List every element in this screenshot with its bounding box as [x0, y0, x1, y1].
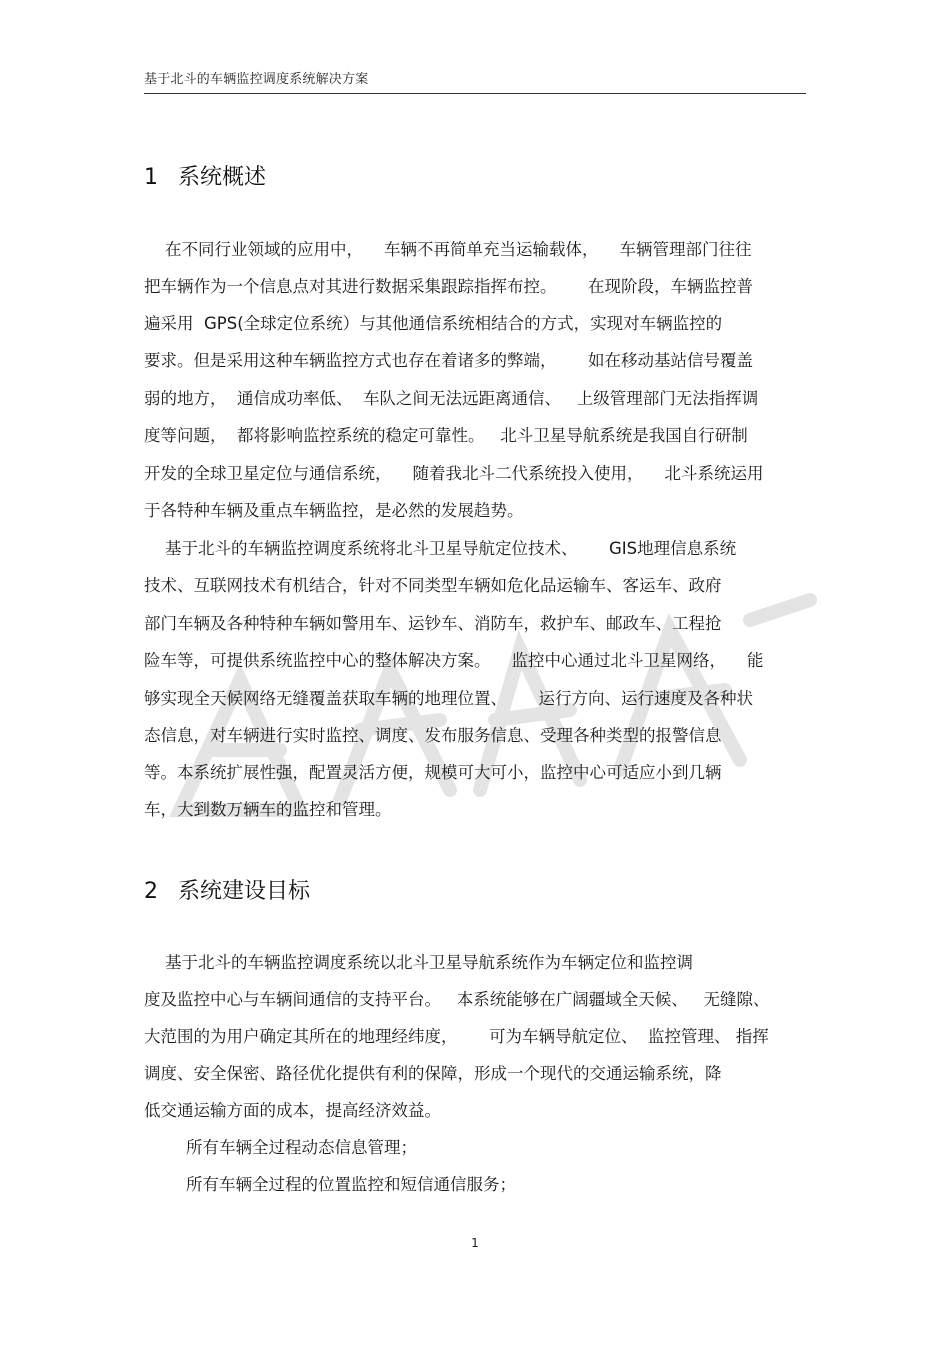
header-rule [144, 93, 806, 94]
paragraph-line: 度等问题， 都将影响监控系统的稳定可靠性。 北斗卫星导航系统是我国自行研制 [144, 426, 748, 445]
paragraph-line: 开发的全球卫星定位与通信系统， 随着我北斗二代系统投入使用， 北斗系统运用 [144, 464, 764, 483]
paragraph-line: 技术、互联网技术有机结合，针对不同类型车辆如危化品运输车、客运车、政府 [144, 576, 722, 595]
paragraph-line: 车，大到数万辆车的监控和管理。 [144, 800, 392, 819]
section-title: 系统建设目标 [178, 879, 311, 904]
paragraph-line: 弱的地方， 通信成功率低、 车队之间无法远距离通信、 上级管理部门无法指挥调 [144, 389, 759, 408]
paragraph-line: 低交通运输方面的成本，提高经济效益。 [144, 1101, 441, 1120]
section-heading-2 [144, 874, 310, 905]
section-number: 1 [144, 165, 158, 190]
paragraph-line: 要求。但是采用这种车辆监控方式也存在着诸多的弊端， 如在移动基站信号覆盖 [144, 351, 753, 370]
paragraph-line: 遍采用 GPS(全球定位系统）与其他通信系统相结合的方式，实现对车辆监控的 [144, 314, 723, 333]
paragraph-line: 基于北斗的车辆监控调度系统以北斗卫星导航系统作为车辆定位和监控调 [144, 953, 693, 972]
section-number: 2 [144, 879, 158, 904]
paragraph-line: 在不同行业领域的应用中， 车辆不再简单充当运输载体， 车辆管理部门往往 [144, 240, 752, 259]
paragraph-line: 基于北斗的车辆监控调度系统将北斗卫星导航定位技术、 GIS地理信息系统 [144, 539, 737, 558]
section-title: 系统概述 [178, 165, 267, 190]
paragraph-line: 够实现全天候网络无缝覆盖获取车辆的地理位置、 运行方向、运行速度及各种状 [144, 689, 753, 708]
page-number: 1 [471, 1236, 479, 1250]
section-heading-1 [144, 160, 266, 191]
paragraph-line: 部门车辆及各种特种车辆如警用车、运钞车、消防车，救护车、邮政车、工程抢 [144, 614, 722, 633]
paragraph-line: 于各特种车辆及重点车辆监控，是必然的发展趋势。 [144, 501, 524, 520]
paragraph-line: 度及监控中心与车辆间通信的支持平台。 本系统能够在广阔疆域全天候、 无缝隙、 [144, 990, 770, 1009]
paragraph-line: 等。本系统扩展性强，配置灵活方便，规模可大可小，监控中心可适应小到几辆 [144, 763, 722, 782]
list-item: 所有车辆全过程的位置监控和短信通信服务； [144, 1175, 516, 1194]
paragraph-line: 态信息，对车辆进行实时监控、调度、发布服务信息、受理各种类型的报警信息 [144, 726, 722, 745]
paragraph-line: 大范围的为用户确定其所在的地理经纬度， 可为车辆导航定位、 监控管理、 指挥 [144, 1027, 769, 1046]
list-item: 所有车辆全过程动态信息管理； [144, 1138, 417, 1157]
paragraph-line: 调度、安全保密、路径优化提供有利的保障，形成一个现代的交通运输系统，降 [144, 1064, 722, 1083]
running-header: 基于北斗的车辆监控调度系统解决方案 [144, 72, 369, 87]
paragraph-line: 把车辆作为一个信息点对其进行数据采集跟踪指挥布控。 在现阶段，车辆监控普 [144, 277, 753, 296]
paragraph-line: 险车等，可提供系统监控中心的整体解决方案。 监控中心通过北斗卫星网络， 能 [144, 651, 764, 670]
